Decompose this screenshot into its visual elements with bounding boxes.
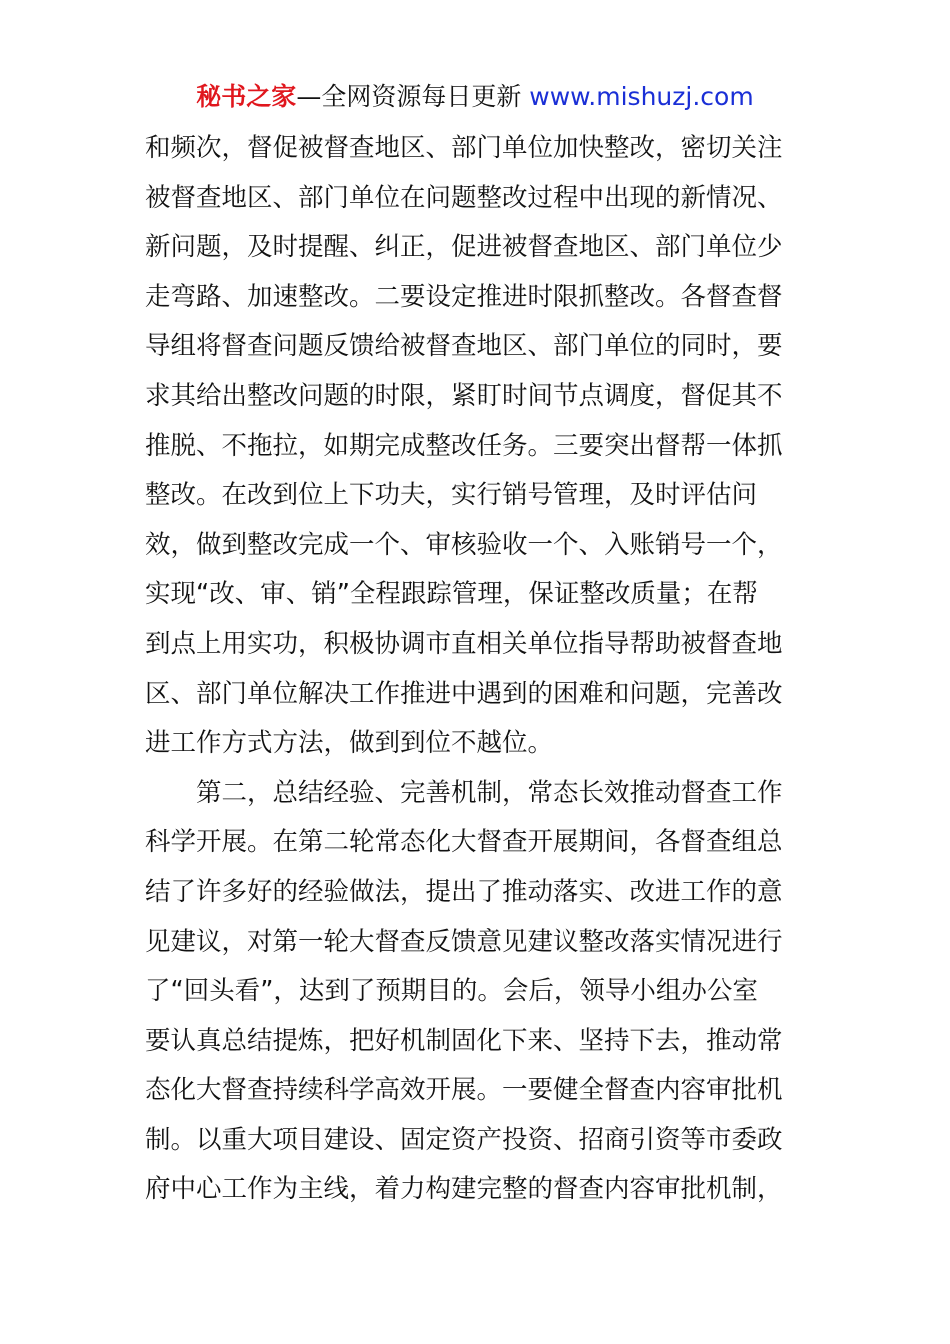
text-line: 区、部门单位解决工作推进中遇到的困难和问题，完善改 (145, 678, 783, 709)
text-line: 态化大督查持续科学高效开展。一要健全督查内容审批机 (145, 1075, 783, 1106)
text-line: 制。以重大项目建设、固定资产投资、招商引资等市委政 (145, 1124, 783, 1155)
site-url-link[interactable]: www.mishuzj.com (529, 82, 754, 111)
site-header (0, 80, 950, 114)
text-line: 到点上用实功，积极协调市直相关单位指导帮助被督查地 (145, 628, 783, 659)
text-line: 进工作方式方法，做到到位不越位。 (145, 728, 554, 759)
text-line: 府中心工作为主线，着力构建完整的督查内容审批机制， (145, 1174, 783, 1205)
text-line: 推脱、不拖拉，如期完成整改任务。三要突出督帮一体抓 (145, 430, 783, 461)
text-line: 导组将督查问题反馈给被督查地区、部门单位的同时，要 (145, 331, 783, 362)
paragraph-start-line: 第二，总结经验、完善机制，常态长效推动督查工作 (196, 777, 783, 808)
text-line: 科学开展。在第二轮常态化大督查开展期间，各督查组总 (145, 827, 783, 858)
text-line: 见建议，对第一轮大督查反馈意见建议整改落实情况进行 (145, 926, 783, 957)
text-line: 被督查地区、部门单位在问题整改过程中出现的新情况、 (145, 182, 783, 213)
text-line: 了“回头看”，达到了预期目的。会后，领导小组办公室 (145, 976, 758, 1007)
header-tagline: —全网资源每日更新 (296, 82, 530, 111)
text-line: 实现“改、审、销”全程跟踪管理，保证整改质量；在帮 (145, 579, 758, 610)
text-line: 要认真总结提炼，把好机制固化下来、坚持下去，推动常 (145, 1025, 783, 1056)
text-line: 效，做到整改完成一个、审核验收一个、入账销号一个， (145, 529, 783, 560)
document-body (145, 124, 810, 1215)
text-line: 和频次，督促被督查地区、部门单位加快整改，密切关注 (145, 133, 783, 163)
text-line: 求其给出整改问题的时限，紧盯时间节点调度，督促其不 (145, 380, 783, 411)
text-line: 新问题，及时提醒、纠正，促进被督查地区、部门单位少 (145, 232, 783, 263)
text-line: 结了许多好的经验做法，提出了推动落实、改进工作的意 (145, 876, 783, 907)
text-line: 走弯路、加速整改。二要设定推进时限抓整改。各督查督 (145, 281, 783, 312)
brand-name: 秘书之家 (196, 82, 297, 111)
text-line: 整改。在改到位上下功夫，实行销号管理，及时评估问 (145, 480, 758, 511)
